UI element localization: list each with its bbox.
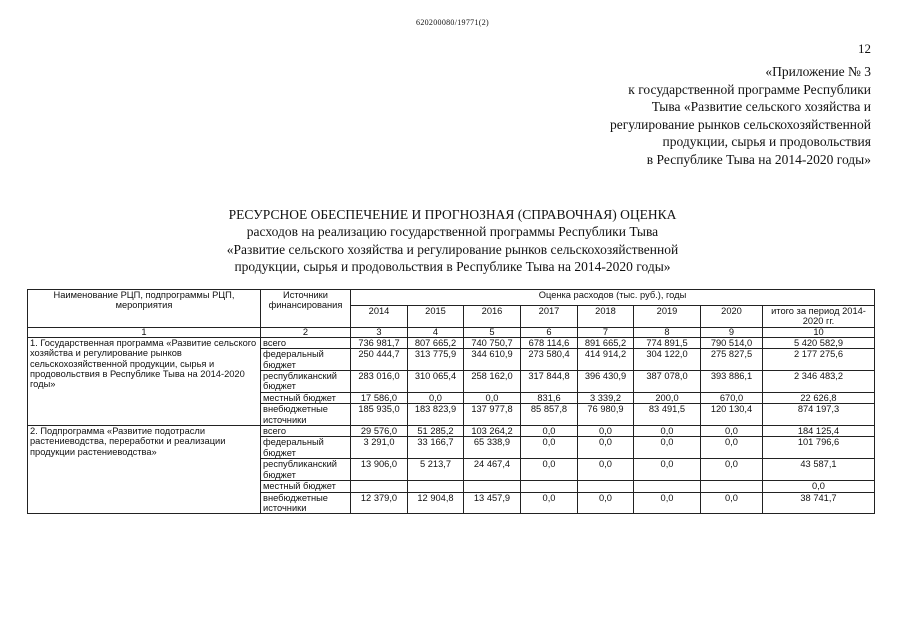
year-value-cell: 396 430,9	[578, 371, 634, 393]
header-year: 2015	[408, 306, 464, 328]
year-value-cell: 313 775,9	[408, 349, 464, 371]
year-value-cell: 393 886,1	[701, 371, 763, 393]
column-number: 2	[261, 327, 351, 337]
year-value-cell: 65 338,9	[464, 437, 521, 459]
program-name-cell: 1. Государственная программа «Развитие сельского хозяйства и регулирование рынков сельскохозяйственной продукции, сырья и продовольствия в Республике Тыва на 2014-2020 годы»	[28, 337, 261, 425]
header-year: 2019	[634, 306, 701, 328]
header-year: 2014	[351, 306, 408, 328]
budget-table	[27, 289, 875, 514]
column-number: 3	[351, 327, 408, 337]
year-value-cell: 387 078,0	[634, 371, 701, 393]
year-value-cell: 670,0	[701, 392, 763, 403]
year-value-cell	[578, 481, 634, 492]
year-value-cell: 250 444,7	[351, 349, 408, 371]
funding-source-cell: федеральный бюджет	[261, 349, 351, 371]
header-estimate: Оценка расходов (тыс. руб.), годы	[351, 290, 875, 306]
year-value-cell: 304 122,0	[634, 349, 701, 371]
year-value-cell: 0,0	[578, 437, 634, 459]
document-title	[120, 206, 785, 276]
year-value-cell: 24 467,4	[464, 459, 521, 481]
year-value-cell: 0,0	[701, 459, 763, 481]
year-value-cell: 137 977,8	[464, 404, 521, 426]
total-value-cell: 22 626,8	[763, 392, 875, 403]
total-value-cell: 2 177 275,6	[763, 349, 875, 371]
year-value-cell: 736 981,7	[351, 337, 408, 348]
year-value-cell: 0,0	[464, 392, 521, 403]
year-value-cell: 310 065,4	[408, 371, 464, 393]
total-value-cell: 38 741,7	[763, 492, 875, 514]
year-value-cell: 17 586,0	[351, 392, 408, 403]
table-row	[28, 337, 875, 348]
page-number: 12	[858, 41, 871, 56]
header-total: итого за период 2014-2020 гг.	[763, 306, 875, 328]
table-row	[28, 426, 875, 437]
header-year: 2018	[578, 306, 634, 328]
year-value-cell: 0,0	[521, 492, 578, 514]
year-value-cell: 678 114,6	[521, 337, 578, 348]
column-number: 8	[634, 327, 701, 337]
header-source: Источники финансирования	[261, 290, 351, 328]
column-number: 1	[28, 327, 261, 337]
year-value-cell: 3 291,0	[351, 437, 408, 459]
funding-source-cell: всего	[261, 337, 351, 348]
year-value-cell: 29 576,0	[351, 426, 408, 437]
year-value-cell	[521, 481, 578, 492]
year-value-cell: 0,0	[578, 426, 634, 437]
appendix-line: продукции, сырья и продовольствия	[662, 134, 871, 150]
title-line: расходов на реализацию государственной программы Республики Тыва	[246, 224, 659, 240]
year-value-cell: 0,0	[701, 437, 763, 459]
total-value-cell: 2 346 483,2	[763, 371, 875, 393]
year-value-cell	[634, 481, 701, 492]
column-number-row	[28, 327, 875, 337]
year-value-cell: 790 514,0	[701, 337, 763, 348]
year-value-cell: 0,0	[408, 392, 464, 403]
column-number: 4	[408, 327, 464, 337]
year-value-cell: 12 379,0	[351, 492, 408, 514]
year-value-cell: 33 166,7	[408, 437, 464, 459]
year-value-cell: 283 016,0	[351, 371, 408, 393]
column-number: 7	[578, 327, 634, 337]
program-name-cell: 2. Подпрограмма «Развитие подотрасли растениеводства, переработки и реализации продукции растениеводства»	[28, 426, 261, 514]
year-value-cell	[351, 481, 408, 492]
year-value-cell: 0,0	[521, 459, 578, 481]
year-value-cell: 807 665,2	[408, 337, 464, 348]
funding-source-cell: всего	[261, 426, 351, 437]
year-value-cell: 0,0	[634, 426, 701, 437]
year-value-cell: 891 665,2	[578, 337, 634, 348]
year-value-cell: 13 457,9	[464, 492, 521, 514]
year-value-cell: 120 130,4	[701, 404, 763, 426]
year-value-cell: 85 857,8	[521, 404, 578, 426]
year-value-cell: 0,0	[701, 492, 763, 514]
header-year: 2020	[701, 306, 763, 328]
year-value-cell: 185 935,0	[351, 404, 408, 426]
document-code: 620200080/19771(2)	[416, 18, 489, 27]
year-value-cell: 0,0	[701, 426, 763, 437]
funding-source-cell: местный бюджет	[261, 392, 351, 403]
year-value-cell: 200,0	[634, 392, 701, 403]
year-value-cell	[701, 481, 763, 492]
year-value-cell: 76 980,9	[578, 404, 634, 426]
appendix-line: регулирование рынков сельскохозяйственной	[610, 116, 871, 132]
appendix-line: «Приложение № 3	[765, 64, 871, 79]
funding-source-cell: федеральный бюджет	[261, 437, 351, 459]
year-value-cell: 831,6	[521, 392, 578, 403]
appendix-line: Тыва «Развитие сельского хозяйства и	[651, 99, 871, 115]
year-value-cell: 0,0	[634, 459, 701, 481]
year-value-cell: 83 491,5	[634, 404, 701, 426]
column-number: 5	[464, 327, 521, 337]
year-value-cell: 0,0	[634, 492, 701, 514]
appendix-line: к государственной программе Республики	[628, 81, 871, 97]
column-number: 9	[701, 327, 763, 337]
year-value-cell: 258 162,0	[464, 371, 521, 393]
table-body	[28, 337, 875, 514]
appendix-line: в Республике Тыва на 2014-2020 годы»	[646, 151, 871, 167]
year-value-cell: 273 580,4	[521, 349, 578, 371]
year-value-cell: 0,0	[578, 459, 634, 481]
funding-source-cell: местный бюджет	[261, 481, 351, 492]
header-year: 2016	[464, 306, 521, 328]
year-value-cell: 414 914,2	[578, 349, 634, 371]
year-value-cell: 183 823,9	[408, 404, 464, 426]
year-value-cell: 275 827,5	[701, 349, 763, 371]
total-value-cell: 5 420 582,9	[763, 337, 875, 348]
year-value-cell: 317 844,8	[521, 371, 578, 393]
year-value-cell: 3 339,2	[578, 392, 634, 403]
year-value-cell: 0,0	[578, 492, 634, 514]
total-value-cell: 43 587,1	[763, 459, 875, 481]
year-value-cell: 344 610,9	[464, 349, 521, 371]
column-number: 6	[521, 327, 578, 337]
funding-source-cell: республиканский бюджет	[261, 371, 351, 393]
funding-source-cell: республиканский бюджет	[261, 459, 351, 481]
funding-source-cell: внебюджетные источники	[261, 404, 351, 426]
year-value-cell: 0,0	[634, 437, 701, 459]
total-value-cell: 184 125,4	[763, 426, 875, 437]
year-value-cell	[408, 481, 464, 492]
year-value-cell: 740 750,7	[464, 337, 521, 348]
year-value-cell: 103 264,2	[464, 426, 521, 437]
total-value-cell: 0,0	[763, 481, 875, 492]
total-value-cell: 101 796,6	[763, 437, 875, 459]
title-line: «Развитие сельского хозяйства и регулирование рынков сельскохозяйственной	[226, 241, 679, 257]
year-value-cell: 774 891,5	[634, 337, 701, 348]
year-value-cell: 51 285,2	[408, 426, 464, 437]
title-line: РЕСУРСНОЕ ОБЕСПЕЧЕНИЕ И ПРОГНОЗНАЯ (СПРАВОЧНАЯ) ОЦЕНКА	[228, 207, 677, 222]
title-line: продукции, сырья и продовольствия в Республике Тыва на 2014-2020 годы»	[234, 259, 671, 275]
column-number: 10	[763, 327, 875, 337]
funding-source-cell: внебюджетные источники	[261, 492, 351, 514]
header-name: Наименование РЦП, подпрограммы РЦП, мероприятия	[28, 290, 261, 328]
header-year: 2017	[521, 306, 578, 328]
year-value-cell: 0,0	[521, 437, 578, 459]
year-value-cell	[464, 481, 521, 492]
appendix-heading	[541, 63, 871, 169]
year-value-cell: 12 904,8	[408, 492, 464, 514]
year-value-cell: 13 906,0	[351, 459, 408, 481]
total-value-cell: 874 197,3	[763, 404, 875, 426]
year-value-cell: 0,0	[521, 426, 578, 437]
year-value-cell: 5 213,7	[408, 459, 464, 481]
